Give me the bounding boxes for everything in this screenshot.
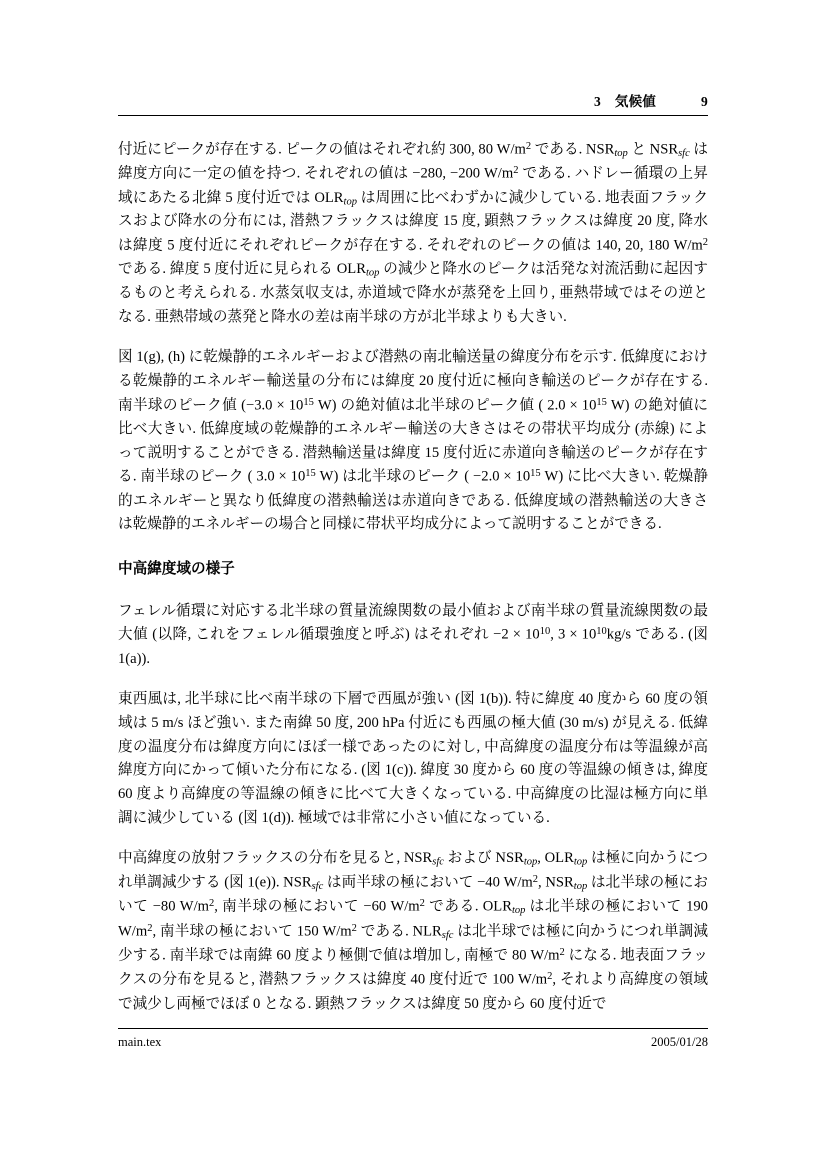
running-header bbox=[118, 90, 708, 115]
page-content bbox=[118, 90, 708, 1016]
paragraph-4: 東西風は, 北半球に比べ南半球の下層で西風が強い (図 1(b)). 特に緯度 40 度から 60 度の領域は 5 m/s ほど強い. また南緯 50 度, 200 hPa 付近にも西風の極大値 (30 m/s) が見える. 低緯度の温度分布は緯度方向にほぼ一様であったのに対し, 中高緯度の温度分布は等温線が高緯度方向にかって傾いた分布になる. (図 1(c)). 緯度 30 度から 60 度の等温線の傾きは, 緯度 60 度より高緯度の等温線の傾きに比べて大きくなっている. 中高緯度の比湿は極方向に単調に減少している (図 1(d)). 極域では非常に小さい値になっている. bbox=[118, 691, 708, 826]
paragraph-2: 図 1(g), (h) に乾燥静的エネルギーおよび潜熱の南北輸送量の緯度分布を示す. 低緯度における乾燥静的エネルギー輸送量の分布には緯度 20 度付近に極向き輸送のピークが存在する. 南半球のピーク値 ($-3.0 \times 10^{15}$ W) の絶対値は北半球のピーク値 ( $2.0 \times 10^{15}$ W) の絶対値に比べ大きい. 低緯度域の乾燥静的エネルギー輸送の大きさはその帯状平均成分 (赤線) によって説明することができる. 潜熱輸送量は緯度 15 度付近に赤道向き輸送のピークが存在する. 南半球のピーク ( $3.0 \times 10^{15}$ W) は北半球のピーク ( $-2.0 \times 10^{15}$ W) に比べ大きい. 乾燥静的エネルギーと異なり低緯度の潜熱輸送は赤道向きである. 低緯度域の潜熱輸送の大きさは乾燥静的エネルギーの場合と同様に帯状平均成分によって説明することができる. bbox=[118, 349, 709, 533]
header-chapter-title: 気候値 bbox=[614, 94, 656, 109]
header-rule bbox=[118, 115, 708, 116]
footer-date: 2005/01/28 bbox=[651, 1035, 708, 1049]
footer-filename: main.tex bbox=[118, 1035, 162, 1049]
header-page-number: 9 bbox=[701, 94, 708, 109]
paragraph-3: フェレル循環に対応する北半球の質量流線関数の最小値および南半球の質量流線関数の最大値 (以降, これをフェレル循環強度と呼ぶ) はそれぞれ $-2 \times 10^{10}$, $3 \times 10^{10}kg/s$ である. (図 1(a)). bbox=[118, 602, 708, 667]
paragraph-5: 中高緯度の放射フラックスの分布を見ると, $NSR_{sfc}$ および $NSR_{top}$, $OLR_{top}$ は極に向かうにつれ単調減少する (図 1(e)). $NSR_{sfc}$ は両半球の極において −40 $W/m^2$, $NSR_{top}$ は北半球の極において −80 $W/m^2$, 南半球の極において −60 $W/m^2$ である. $OLR_{top}$ は北半球の極において 190 $W/m^2$, 南半球の極において 150 $W/m^2$ である. $NLR_{sfc}$ は北半球では極に向かうにつれ単調減少する. 南半球では南緯 60 度より極側で値は増加し, 南極で 80 $W/m^2$ になる. 地表面フラックスの分布を見ると, 潜熱フラックスは緯度 40 度付近で 100 $W/m^2$, それより高緯度の領域で減少し両極でほぼ 0 となる. 顕熱フラックスは緯度 50 度から 60 度付近で bbox=[118, 850, 709, 1012]
body-text bbox=[118, 138, 708, 1016]
page-footer bbox=[118, 1028, 708, 1050]
section-subheading: 中高緯度域の様子 bbox=[118, 560, 235, 577]
paragraph-1: 付近にピークが存在する. ピークの値はそれぞれ約 300, 80 $W/m^2$ である. $NSR_{top}$ と $NSR_{sfc}$ は緯度方向に一定の値を持つ. それぞれの値は −280, −200 $W/m^2$ である. ハドレー循環の上昇域にあたる北緯 5 度付近では $OLR_{top}$ は周囲に比べわずかに減少している. 地表面フラックスおよび降水の分布には, 潜熱フラックスは緯度 15 度, 顕熱フラックスは緯度 20 度, 降水は緯度 5 度付近にそれぞれピークが存在する. それぞれのピークの値は 140, 20, 180 $W/m^2$ である. 緯度 5 度付近に見られる $OLR_{top}$ の減少と降水のピークは活発な対流活動に起因するものと考えられる. 水蒸気収支は, 赤道域で降水が蒸発を上回り, 亜熱帯域ではその逆となる. 亜熱帯域の蒸発と降水の差は南半球の方が北半球よりも大きい. bbox=[118, 141, 709, 325]
header-chapter-number: 3 bbox=[593, 94, 601, 109]
